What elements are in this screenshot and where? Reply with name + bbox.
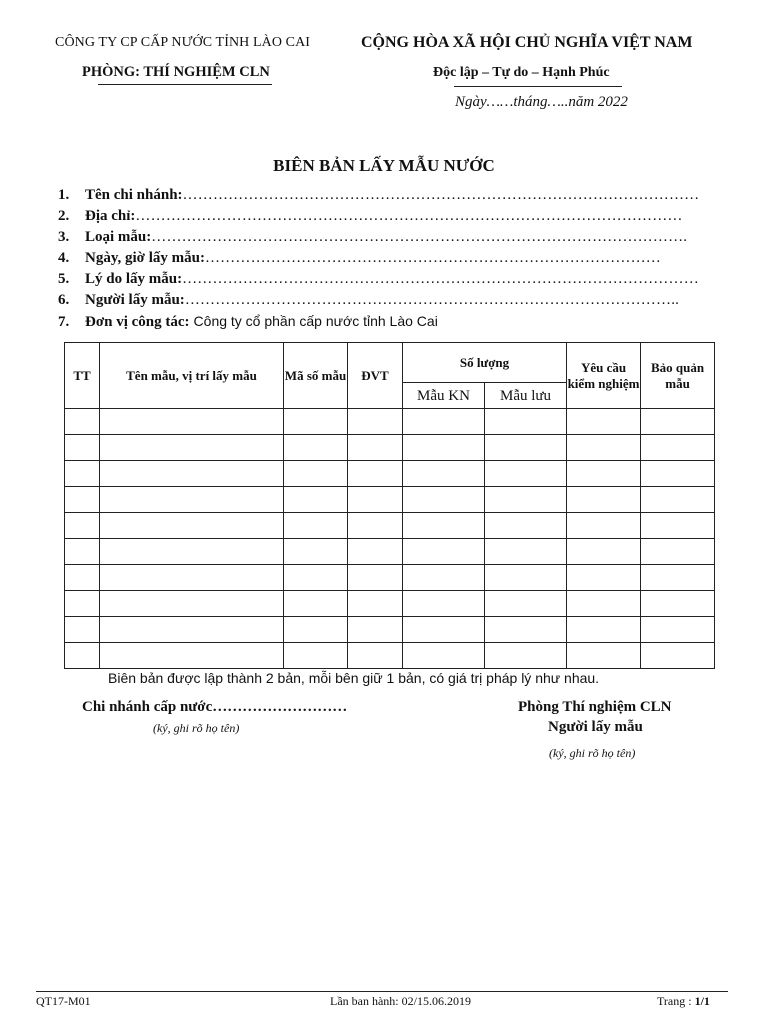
- table-cell[interactable]: [567, 513, 641, 539]
- sample-table: [64, 342, 715, 669]
- table-cell[interactable]: [284, 643, 348, 669]
- field-number: 2.: [58, 208, 70, 224]
- table-cell[interactable]: [403, 591, 485, 617]
- table-cell[interactable]: [348, 461, 403, 487]
- field-label: Lý do lấy mẫu:: [85, 271, 183, 287]
- table-cell[interactable]: [284, 591, 348, 617]
- field-sampling-reason[interactable]: [58, 271, 718, 292]
- header-qty-retain: Mẫu lưu: [485, 383, 567, 409]
- table-cell[interactable]: [641, 539, 715, 565]
- table-cell[interactable]: [284, 461, 348, 487]
- header-sample-code: Mã số mẫu: [284, 343, 348, 409]
- field-branch-name[interactable]: [58, 187, 718, 208]
- table-cell[interactable]: [100, 617, 284, 643]
- field-dots: …………………………………………………………………………………………: [182, 271, 699, 287]
- table-cell[interactable]: [65, 591, 100, 617]
- table-row: [65, 539, 715, 565]
- table-cell[interactable]: [641, 643, 715, 669]
- table-cell[interactable]: [284, 565, 348, 591]
- table-cell[interactable]: [641, 565, 715, 591]
- table-cell[interactable]: [403, 409, 485, 435]
- table-cell[interactable]: [100, 461, 284, 487]
- motto-underline: [454, 86, 622, 87]
- table-cell[interactable]: [100, 591, 284, 617]
- table-row: [65, 643, 715, 669]
- field-number: 3.: [58, 229, 70, 245]
- table-cell[interactable]: [65, 643, 100, 669]
- footer-divider: [36, 991, 728, 992]
- country-name: CỘNG HÒA XÃ HỘI CHỦ NGHĨA VIỆT NAM: [361, 34, 693, 51]
- table-cell[interactable]: [641, 487, 715, 513]
- field-label: Người lấy mẫu:: [85, 292, 185, 308]
- table-cell[interactable]: [65, 409, 100, 435]
- table-cell[interactable]: [348, 409, 403, 435]
- table-row: [65, 409, 715, 435]
- table-row: [65, 617, 715, 643]
- table-cell[interactable]: [403, 461, 485, 487]
- field-number: 4.: [58, 250, 70, 266]
- sampler-signature-hint: (ký, ghi rõ họ tên): [549, 746, 636, 760]
- table-cell[interactable]: [641, 513, 715, 539]
- table-cell[interactable]: [284, 513, 348, 539]
- field-sampling-datetime[interactable]: [58, 250, 718, 271]
- page-label: Trang :: [657, 994, 692, 1008]
- table-cell[interactable]: [485, 487, 567, 513]
- table-cell[interactable]: [348, 539, 403, 565]
- field-work-unit[interactable]: [58, 313, 718, 334]
- table-cell[interactable]: [348, 643, 403, 669]
- table-cell[interactable]: [641, 617, 715, 643]
- sample-table-body: [65, 409, 715, 669]
- table-cell[interactable]: [485, 409, 567, 435]
- table-cell[interactable]: [65, 617, 100, 643]
- table-cell[interactable]: [567, 409, 641, 435]
- header-storage: Bảo quản mẫu: [641, 343, 715, 409]
- table-cell[interactable]: [65, 565, 100, 591]
- table-cell[interactable]: [348, 435, 403, 461]
- table-cell[interactable]: [403, 435, 485, 461]
- table-cell[interactable]: [567, 435, 641, 461]
- table-cell[interactable]: [567, 591, 641, 617]
- table-row: [65, 435, 715, 461]
- document-date: Ngày……tháng…..năm 2022: [455, 94, 628, 110]
- table-cell[interactable]: [348, 513, 403, 539]
- header-tt: TT: [65, 343, 100, 409]
- table-cell[interactable]: [100, 487, 284, 513]
- table-cell[interactable]: [641, 435, 715, 461]
- table-cell[interactable]: [284, 409, 348, 435]
- field-dots: …………………………………………………………………………………………: [182, 187, 700, 203]
- table-cell[interactable]: [485, 461, 567, 487]
- header-sample-name: Tên mẫu, vị trí lấy mẫu: [100, 343, 284, 409]
- header-test-request: Yêu cầu kiểm nghiệm: [567, 343, 641, 409]
- table-row: [65, 487, 715, 513]
- field-dots: ……………………………………………………………………………………..: [184, 292, 680, 308]
- table-cell[interactable]: [567, 461, 641, 487]
- field-value: Công ty cổ phần cấp nước tỉnh Lào Cai: [193, 313, 438, 329]
- issue-number: Lần ban hành: 02/15.06.2019: [330, 994, 471, 1008]
- table-cell[interactable]: [403, 643, 485, 669]
- table-cell[interactable]: [485, 565, 567, 591]
- copies-note: Biên bản được lập thành 2 bản, mỗi bên giữ 1 bản, có giá trị pháp lý như nhau.: [108, 670, 600, 686]
- field-label: Loại mẫu:: [85, 229, 152, 245]
- table-cell[interactable]: [641, 591, 715, 617]
- field-label: Đơn vị công tác:: [85, 314, 190, 330]
- table-row: [65, 591, 715, 617]
- field-number: 6.: [58, 292, 70, 308]
- table-cell[interactable]: [403, 539, 485, 565]
- table-cell[interactable]: [100, 513, 284, 539]
- sampler-signature-title: Người lấy mẫu: [548, 719, 643, 735]
- table-cell[interactable]: [65, 435, 100, 461]
- company-name: CÔNG TY CP CẤP NƯỚC TỈNH LÀO CAI: [55, 35, 311, 50]
- table-cell[interactable]: [284, 617, 348, 643]
- department-name: PHÒNG: THÍ NGHIỆM CLN: [82, 64, 270, 80]
- branch-signature-hint: (ký, ghi rõ họ tên): [153, 721, 240, 735]
- branch-signature-title: Chi nhánh cấp nước………………………: [82, 699, 348, 715]
- field-sample-type[interactable]: [58, 229, 718, 250]
- field-sampler[interactable]: [58, 292, 718, 313]
- table-row: [65, 513, 715, 539]
- table-cell[interactable]: [284, 435, 348, 461]
- form-code: QT17-M01: [36, 994, 91, 1008]
- table-cell[interactable]: [567, 487, 641, 513]
- table-cell[interactable]: [65, 461, 100, 487]
- header-qty-test: Mẫu KN: [403, 383, 485, 409]
- table-cell[interactable]: [485, 643, 567, 669]
- field-dots: …………………………………………………………………………………………….: [151, 229, 688, 245]
- table-cell[interactable]: [567, 565, 641, 591]
- table-cell[interactable]: [567, 643, 641, 669]
- table-cell[interactable]: [567, 617, 641, 643]
- field-label: Tên chi nhánh:: [85, 187, 183, 203]
- header-quantity: Số lượng: [403, 343, 567, 383]
- page-number: [657, 994, 710, 1009]
- field-dots: ………………………………………………………………………………: [204, 250, 661, 266]
- national-motto: Độc lập – Tự do – Hạnh Phúc: [433, 65, 610, 80]
- table-cell[interactable]: [348, 591, 403, 617]
- table-row: [65, 565, 715, 591]
- table-cell[interactable]: [485, 591, 567, 617]
- table-cell[interactable]: [403, 513, 485, 539]
- field-number: 7.: [58, 314, 70, 330]
- table-cell[interactable]: [100, 643, 284, 669]
- header-unit: ĐVT: [348, 343, 403, 409]
- table-cell[interactable]: [100, 539, 284, 565]
- table-cell[interactable]: [485, 513, 567, 539]
- table-cell[interactable]: [403, 617, 485, 643]
- field-label: Địa chỉ:: [85, 208, 136, 224]
- info-fields: [58, 187, 718, 334]
- table-cell[interactable]: [567, 539, 641, 565]
- field-number: 1.: [58, 187, 70, 203]
- table-cell[interactable]: [348, 565, 403, 591]
- table-cell[interactable]: [100, 409, 284, 435]
- table-row: [65, 461, 715, 487]
- lab-signature-title: Phòng Thí nghiệm CLN: [518, 699, 672, 715]
- field-dots: ………………………………………………………………………………………………: [135, 208, 683, 224]
- table-cell[interactable]: [348, 617, 403, 643]
- table-cell[interactable]: [485, 435, 567, 461]
- field-label: Ngày, giờ lấy mẫu:: [85, 250, 205, 266]
- table-cell[interactable]: [403, 487, 485, 513]
- field-address[interactable]: [58, 208, 718, 229]
- table-cell[interactable]: [485, 539, 567, 565]
- document-title: BIÊN BẢN LẤY MẪU NƯỚC: [273, 156, 495, 175]
- table-cell[interactable]: [65, 513, 100, 539]
- department-underline: [98, 84, 272, 85]
- table-cell[interactable]: [65, 539, 100, 565]
- table-cell[interactable]: [348, 487, 403, 513]
- table-cell[interactable]: [100, 435, 284, 461]
- field-number: 5.: [58, 271, 70, 287]
- table-cell[interactable]: [284, 539, 348, 565]
- page-value: 1/1: [694, 994, 710, 1008]
- table-cell[interactable]: [65, 487, 100, 513]
- table-cell[interactable]: [641, 461, 715, 487]
- table-cell[interactable]: [641, 409, 715, 435]
- table-cell[interactable]: [100, 565, 284, 591]
- table-cell[interactable]: [485, 617, 567, 643]
- table-cell[interactable]: [403, 565, 485, 591]
- table-cell[interactable]: [284, 487, 348, 513]
